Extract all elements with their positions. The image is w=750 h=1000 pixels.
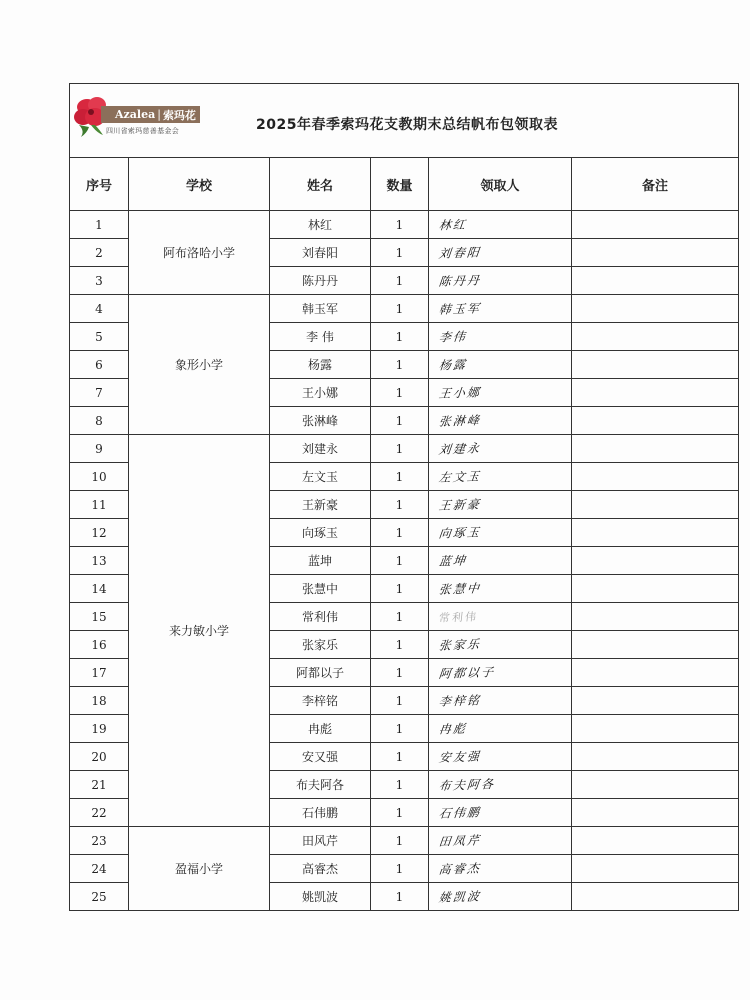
row-number: 24 [70,855,129,883]
row-number: 6 [70,351,129,379]
teacher-name: 张淋峰 [270,407,371,435]
receiver-signature [429,379,572,407]
row-number: 2 [70,239,129,267]
logo-separator: | [157,108,161,121]
teacher-name: 王新豪 [270,491,371,519]
school-name: 盈福小学 [129,827,270,911]
receiver-signature [429,491,572,519]
quantity: 1 [371,323,429,351]
receiver-signature [429,687,572,715]
azalea-logo [73,93,198,139]
remark-cell [572,379,739,407]
quantity: 1 [371,631,429,659]
teacher-name: 常利伟 [270,603,371,631]
teacher-name: 左文玉 [270,463,371,491]
row-number: 25 [70,883,129,911]
quantity: 1 [371,491,429,519]
row-number: 19 [70,715,129,743]
teacher-name: 高睿杰 [270,855,371,883]
remark-cell [572,855,739,883]
row-number: 14 [70,575,129,603]
quantity: 1 [371,659,429,687]
row-number: 12 [70,519,129,547]
remark-cell [572,771,739,799]
form-title: 2025年春季索玛花支教期末总结帆布包领取表 [256,117,558,133]
row-number: 20 [70,743,129,771]
quantity: 1 [371,239,429,267]
teacher-name: 向琢玉 [270,519,371,547]
remark-cell [572,575,739,603]
receiver-signature [429,211,572,239]
signature-text: 张慧中 [438,581,482,597]
signature-text: 张淋峰 [438,413,482,429]
signature-text: 蓝坤 [438,553,468,569]
teacher-name: 蓝坤 [270,547,371,575]
quantity: 1 [371,351,429,379]
receiver-signature [429,799,572,827]
table-row [70,211,739,239]
quantity: 1 [371,771,429,799]
teacher-name: 刘春阳 [270,239,371,267]
table-row [70,295,739,323]
receiver-signature [429,295,572,323]
school-name: 来力敏小学 [129,435,270,827]
form-sheet [69,83,738,908]
teacher-name: 李 伟 [270,323,371,351]
remark-cell [572,519,739,547]
remark-cell [572,435,739,463]
receiver-signature [429,351,572,379]
remark-cell [572,547,739,575]
quantity: 1 [371,827,429,855]
remark-cell [572,603,739,631]
receiver-signature [429,407,572,435]
logo-brand-en: Azalea [115,108,156,121]
receiver-signature [429,547,572,575]
receiver-signature [429,267,572,295]
receiver-signature [429,463,572,491]
receipt-table [69,83,739,911]
quantity: 1 [371,715,429,743]
receiver-signature [429,743,572,771]
receiver-signature [429,631,572,659]
signature-text: 布夫阿各 [438,777,496,793]
teacher-name: 陈丹丹 [270,267,371,295]
row-number: 8 [70,407,129,435]
remark-cell [572,463,739,491]
header-receiver: 领取人 [429,158,572,211]
receiver-signature [429,771,572,799]
remark-cell [572,267,739,295]
signature-text: 张家乐 [438,637,482,653]
remark-cell [572,491,739,519]
remark-cell [572,883,739,911]
quantity: 1 [371,267,429,295]
remark-cell [572,715,739,743]
signature-text: 高睿杰 [438,861,482,877]
receiver-signature [429,659,572,687]
quantity: 1 [371,519,429,547]
school-name: 阿布洛哈小学 [129,211,270,295]
signature-text: 刘春阳 [438,245,482,261]
signature-text: 李伟 [438,329,468,345]
signature-text: 石伟鹏 [438,805,482,821]
remark-cell [572,211,739,239]
remark-cell [572,239,739,267]
signature-text: 李梓铭 [438,693,482,709]
remark-cell [572,687,739,715]
signature-text: 姚凯波 [438,889,482,905]
teacher-name: 张慧中 [270,575,371,603]
header-remark: 备注 [572,158,739,211]
teacher-name: 韩玉军 [270,295,371,323]
receiver-signature [429,239,572,267]
quantity: 1 [371,211,429,239]
teacher-name: 杨露 [270,351,371,379]
quantity: 1 [371,407,429,435]
row-number: 18 [70,687,129,715]
teacher-name: 布夫阿各 [270,771,371,799]
signature-text: 刘建永 [438,441,482,457]
signature-text: 向琢玉 [438,525,482,541]
row-number: 5 [70,323,129,351]
table-row [70,827,739,855]
header-no: 序号 [70,158,129,211]
receiver-signature [429,435,572,463]
receiver-signature [429,323,572,351]
header-name: 姓名 [270,158,371,211]
school-name: 象形小学 [129,295,270,435]
teacher-name: 王小娜 [270,379,371,407]
teacher-name: 林红 [270,211,371,239]
remark-cell [572,407,739,435]
header-row [70,158,739,211]
quantity: 1 [371,687,429,715]
row-number: 22 [70,799,129,827]
remark-cell [572,799,739,827]
quantity: 1 [371,435,429,463]
teacher-name: 张家乐 [270,631,371,659]
row-number: 17 [70,659,129,687]
row-number: 4 [70,295,129,323]
row-number: 9 [70,435,129,463]
receiver-signature [429,575,572,603]
quantity: 1 [371,855,429,883]
quantity: 1 [371,547,429,575]
signature-text: 冉彪 [438,721,468,737]
remark-cell [572,295,739,323]
teacher-name: 石伟鹏 [270,799,371,827]
signature-text: 安友强 [438,749,482,765]
row-number: 3 [70,267,129,295]
row-number: 13 [70,547,129,575]
row-number: 21 [70,771,129,799]
quantity: 1 [371,743,429,771]
signature-text: 王新豪 [438,497,482,513]
quantity: 1 [371,379,429,407]
row-number: 7 [70,379,129,407]
signature-text: 王小娜 [438,385,482,401]
row-number: 16 [70,631,129,659]
signature-text: 陈丹丹 [438,273,482,289]
logo-brand-cn: 索玛花 [162,108,196,122]
quantity: 1 [371,603,429,631]
quantity: 1 [371,883,429,911]
remark-cell [572,743,739,771]
teacher-name: 刘建永 [270,435,371,463]
row-number: 15 [70,603,129,631]
remark-cell [572,631,739,659]
row-number: 10 [70,463,129,491]
quantity: 1 [371,463,429,491]
logo-foundation-name: 四川省索玛慈善基金会 [106,127,179,135]
signature-text: 左文玉 [438,469,482,485]
teacher-name: 冉彪 [270,715,371,743]
header-qty: 数量 [371,158,429,211]
quantity: 1 [371,295,429,323]
remark-cell [572,827,739,855]
row-number: 1 [70,211,129,239]
signature-text: 常利伟 [438,609,479,625]
receiver-signature [429,603,572,631]
signature-text: 韩玉军 [438,301,482,317]
remark-cell [572,659,739,687]
title-row [70,84,739,158]
teacher-name: 田风芹 [270,827,371,855]
row-number: 11 [70,491,129,519]
header-school: 学校 [129,158,270,211]
receiver-signature [429,715,572,743]
teacher-name: 安又强 [270,743,371,771]
receiver-signature [429,883,572,911]
title-cell [70,84,739,158]
quantity: 1 [371,799,429,827]
table-body [70,211,739,911]
remark-cell [572,351,739,379]
receiver-signature [429,519,572,547]
table-row [70,435,739,463]
logo-band [101,106,200,123]
receiver-signature [429,855,572,883]
signature-text: 田凤芹 [438,833,482,849]
quantity: 1 [371,575,429,603]
teacher-name: 阿都以子 [270,659,371,687]
signature-text: 杨露 [438,357,468,373]
signature-text: 阿都以子 [438,665,496,681]
receiver-signature [429,827,572,855]
teacher-name: 李梓铭 [270,687,371,715]
teacher-name: 姚凯波 [270,883,371,911]
signature-text: 林红 [438,217,468,233]
remark-cell [572,323,739,351]
row-number: 23 [70,827,129,855]
